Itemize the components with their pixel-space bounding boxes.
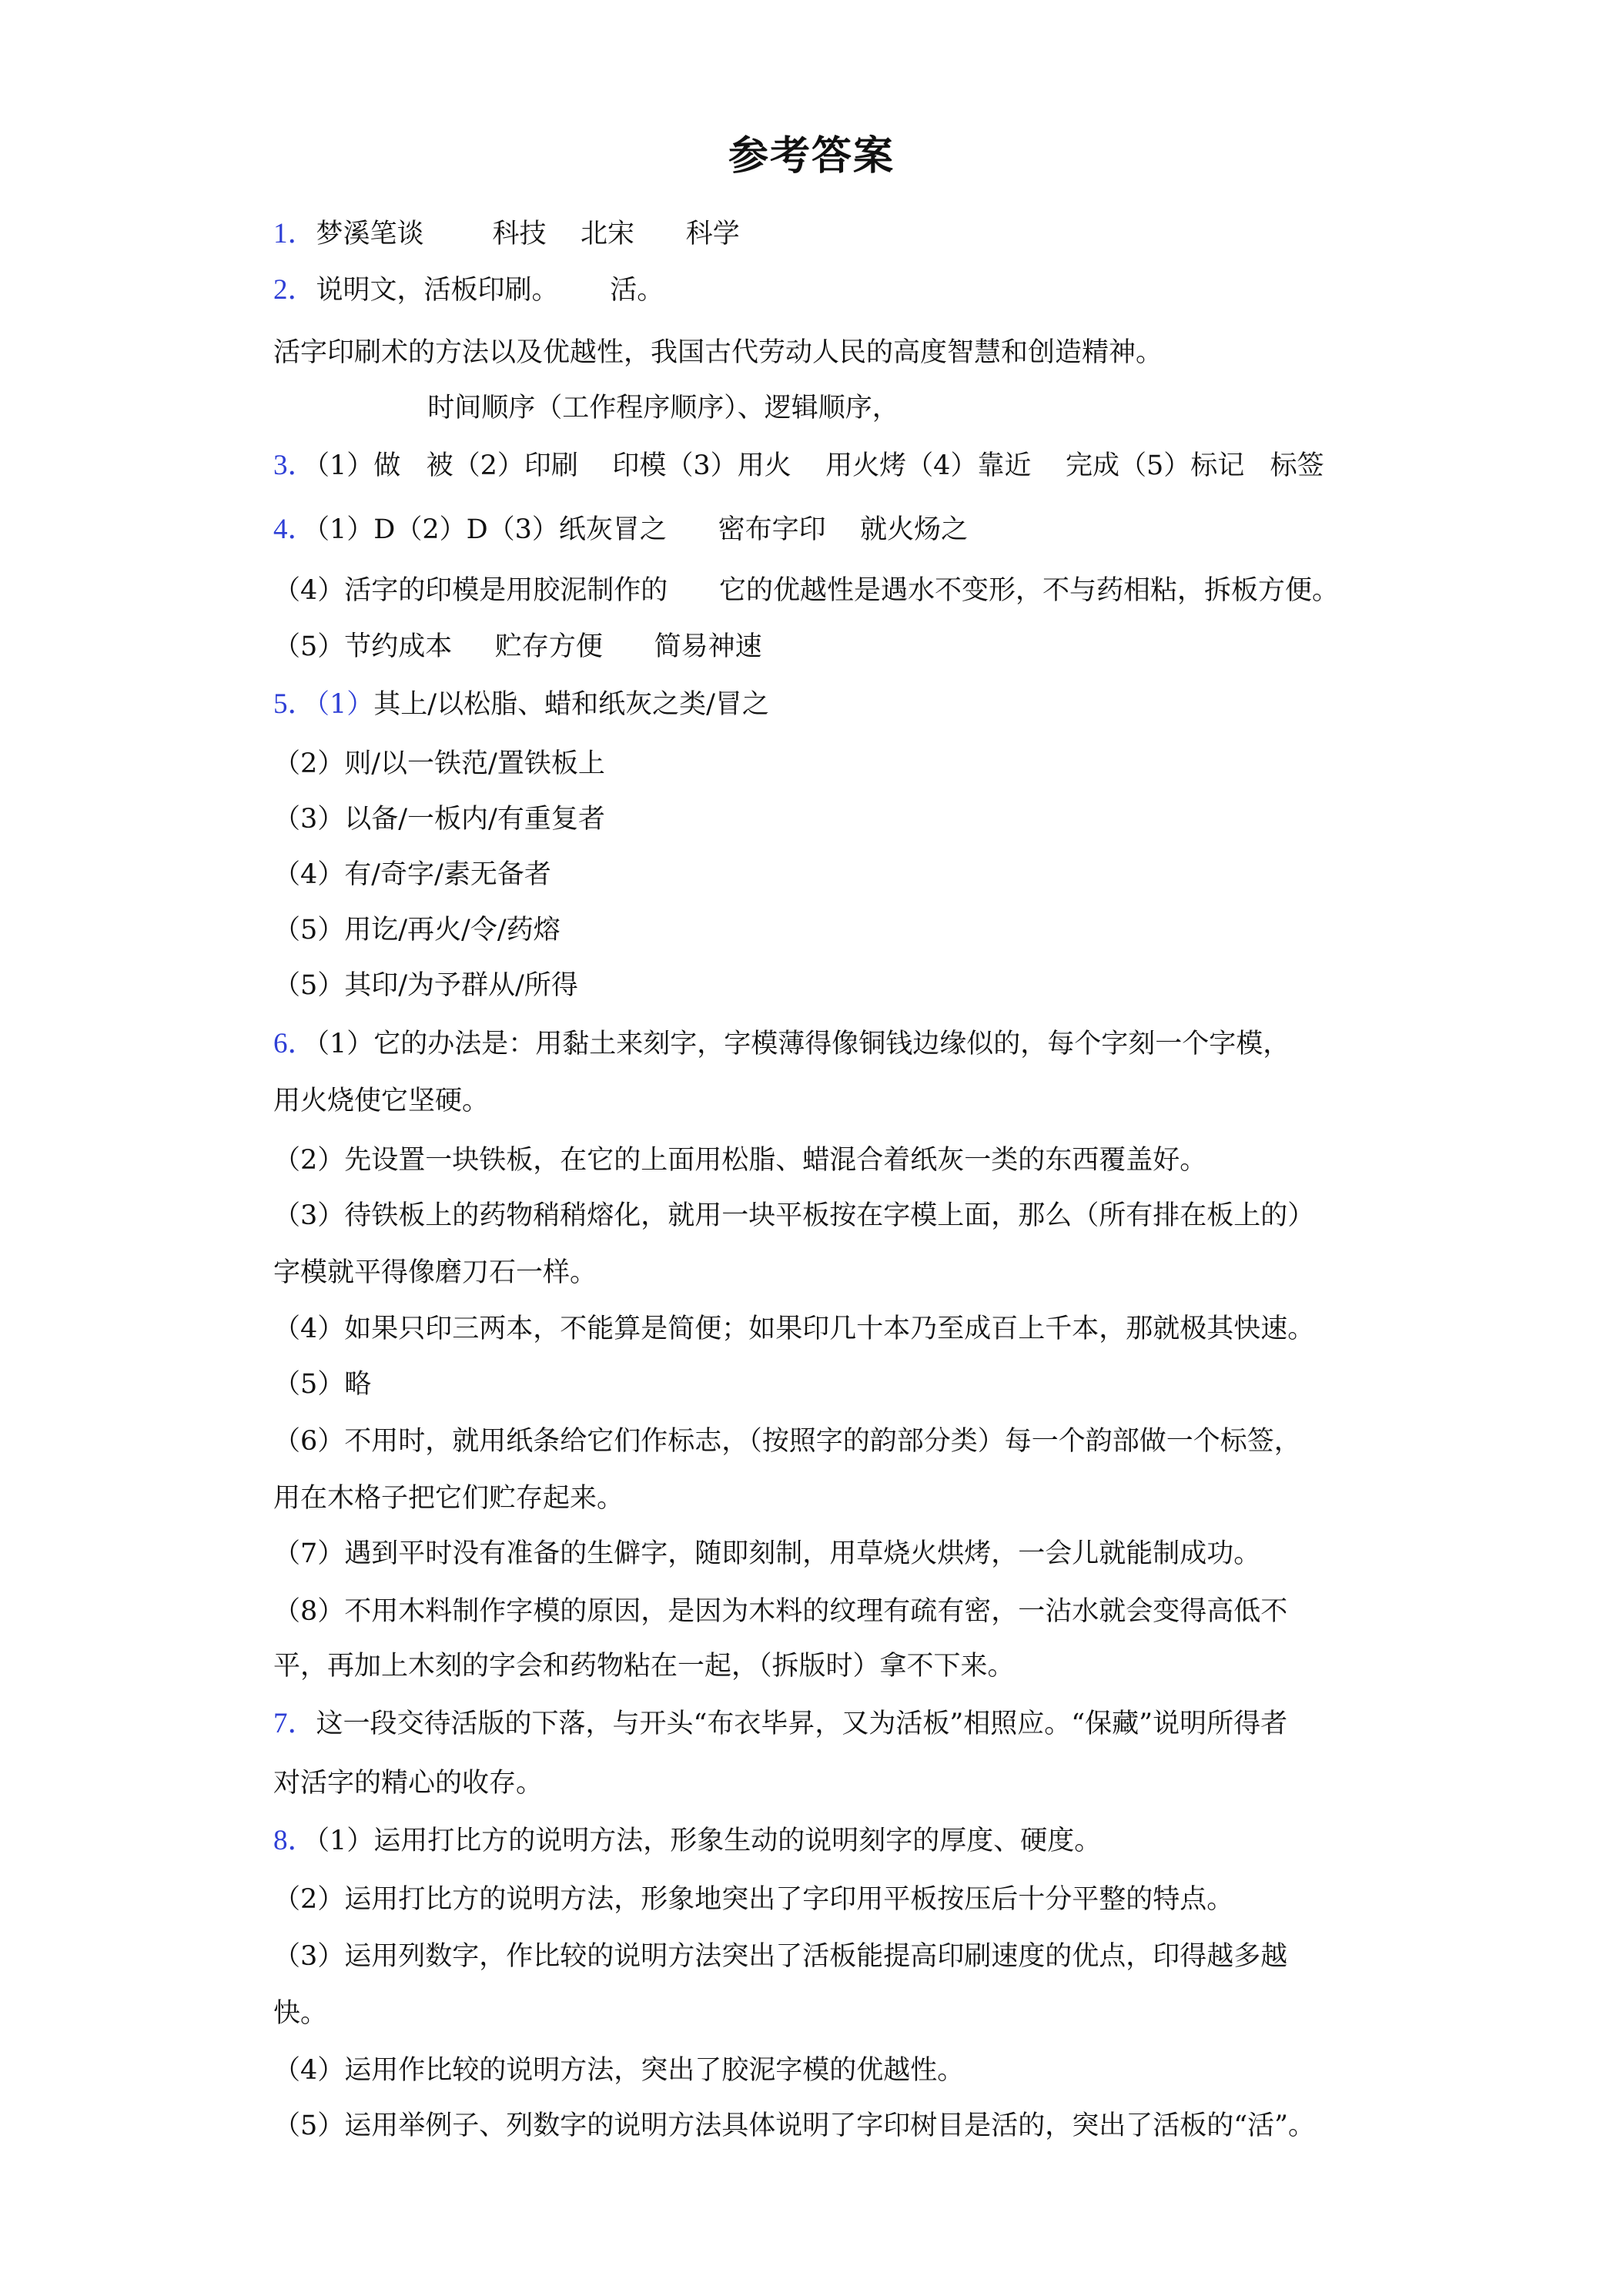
answer-line (273, 969, 1367, 1002)
answer-line (273, 273, 1367, 307)
answer-text: （2）则/以一铁范/置铁板上 (273, 748, 605, 779)
answer-text: （3）以备/一板内/有重复者 (273, 804, 605, 835)
answer-text: （7）遇到平时没有准备的生僻字，随即刻制，用草烧火烘烤，一会儿就能制成功。 (273, 1538, 1261, 1569)
question-number: 3． (273, 450, 316, 481)
answer-text: 其上/以松脂、蜡和纸灰之类/冒之 (373, 689, 769, 720)
answer-text: （5）用讫/再火/令/药熔 (273, 915, 561, 946)
answer-text: （1）它的办法是：用黏土来刻字，字模薄得像铜钱边缘似的，每个字刻一个字模， (316, 1029, 1290, 1059)
answer-text: 这一段交待活版的下落，与开头“布衣毕昇，又为活板”相照应。“保藏”说明所得者 (316, 1709, 1288, 1739)
answer-line (273, 391, 1367, 425)
question-number: 4． (273, 514, 316, 545)
question-number: 6． (273, 1028, 316, 1059)
answer-line (273, 1256, 1367, 1290)
answer-line (273, 1996, 1367, 2030)
page-title: 参考答案 (728, 132, 895, 179)
answer-line (273, 513, 1367, 547)
answer-text: （5）略 (273, 1369, 372, 1400)
answer-line (273, 1084, 1367, 1118)
answer-line (273, 1027, 1367, 1061)
question-number: 7． (273, 1708, 316, 1739)
answer-line (273, 449, 1367, 483)
answer-text: （8）不用木料制作字模的原因，是因为木料的纹理有疏有密，一沾水就会变得高低不 (273, 1596, 1288, 1627)
answer-line (273, 630, 1367, 664)
answer-line (273, 2053, 1367, 2087)
question-number: 8． (273, 1825, 316, 1856)
answer-text: 快。 (273, 1998, 328, 2029)
answer-line (273, 1707, 1367, 1741)
answer-text: （1）运用打比方的说明方法，形象生动的说明刻字的厚度、硬度。 (316, 1826, 1102, 1856)
answer-line (273, 1199, 1367, 1233)
question-number: 1． (273, 218, 316, 249)
answer-line (273, 1595, 1367, 1628)
answer-line (273, 2109, 1367, 2143)
answer-text: （4）运用作比较的说明方法，突出了胶泥字模的优越性。 (273, 2055, 965, 2086)
answer-line (273, 217, 1367, 251)
answer-text: 用火烧使它坚硬。 (273, 1086, 490, 1116)
answer-text: 对活字的精心的收存。 (273, 1768, 544, 1799)
answer-text: （3）运用列数字，作比较的说明方法突出了活板能提高印刷速度的优点，印得越多越 (273, 1941, 1288, 1972)
answer-text: 活字印刷术的方法以及优越性，我国古代劳动人民的高度智慧和创造精神。 (273, 337, 1163, 368)
answer-line (273, 1883, 1367, 1916)
answer-text: 平，再加上木刻的字会和药物粘在一起，（拆版时）拿不下来。 (273, 1651, 1015, 1682)
answer-line (273, 802, 1367, 836)
answer-text: （1）D（2）D（3）纸灰冒之 密布字印 就火炀之 (316, 514, 969, 545)
answer-line (273, 1143, 1367, 1177)
answer-text: （2）运用打比方的说明方法，形象地突出了字印用平板按压后十分平整的特点。 (273, 1884, 1234, 1915)
answer-line (273, 574, 1367, 607)
answer-text: 用在木格子把它们贮存起来。 (273, 1483, 624, 1514)
answer-text: （4）有/奇字/素无备者 (273, 859, 551, 890)
sub-number: （1） (316, 689, 374, 720)
answer-text: （5）其印/为予群从/所得 (273, 970, 578, 1001)
answer-text: （4）活字的印模是用胶泥制作的 它的优越性是遇水不变形，不与药相粘，拆板方便。 (273, 575, 1340, 606)
answer-text: （6）不用时，就用纸条给它们作标志，（按照字的韵部分类）每一个韵部做一个标签， (273, 1426, 1301, 1457)
answer-text: 字模就平得像磨刀石一样。 (273, 1257, 597, 1288)
answer-line (273, 1312, 1367, 1346)
question-number: 5． (273, 688, 316, 720)
answer-text: （1）做 被（2）印刷 印模（3）用火 用火烤（4）靠近 完成（5）标记 标签 (316, 450, 1324, 481)
answer-line (273, 1481, 1367, 1515)
answer-line (273, 688, 1367, 721)
answer-line (273, 1824, 1367, 1858)
answer-line (273, 747, 1367, 781)
answer-text: （3）待铁板上的药物稍稍熔化，就用一块平板按在字模上面，那么（所有排在板上的） (273, 1200, 1315, 1231)
answer-text: （5）节约成本 贮存方便 简易神速 (273, 631, 762, 662)
answer-text: （2）先设置一块铁板，在它的上面用松脂、蜡混合着纸灰一类的东西覆盖好。 (273, 1145, 1207, 1176)
answer-line (273, 1940, 1367, 1973)
answer-text: 时间顺序（工作程序顺序）、逻辑顺序， (273, 393, 899, 423)
answer-text: （5）运用举例子、列数字的说明方法具体说明了字印树目是活的，突出了活板的“活”。 (273, 2110, 1316, 2141)
answer-line (273, 1424, 1367, 1458)
answer-text: 梦溪笔谈 科技 北宋 科学 (316, 219, 740, 249)
answer-text: 说明文，活板印刷。 活。 (316, 275, 664, 306)
answer-line (273, 1649, 1367, 1683)
answer-text: （4）如果只印三两本，不能算是简便；如果印几十本乃至成百上千本，那就极其快速。 (273, 1314, 1315, 1344)
answer-line (273, 1537, 1367, 1571)
answer-line (273, 858, 1367, 892)
answer-line (273, 1367, 1367, 1401)
answer-line (273, 1766, 1367, 1800)
answer-line (273, 336, 1367, 370)
question-number: 2． (273, 274, 316, 306)
answer-line (273, 913, 1367, 947)
